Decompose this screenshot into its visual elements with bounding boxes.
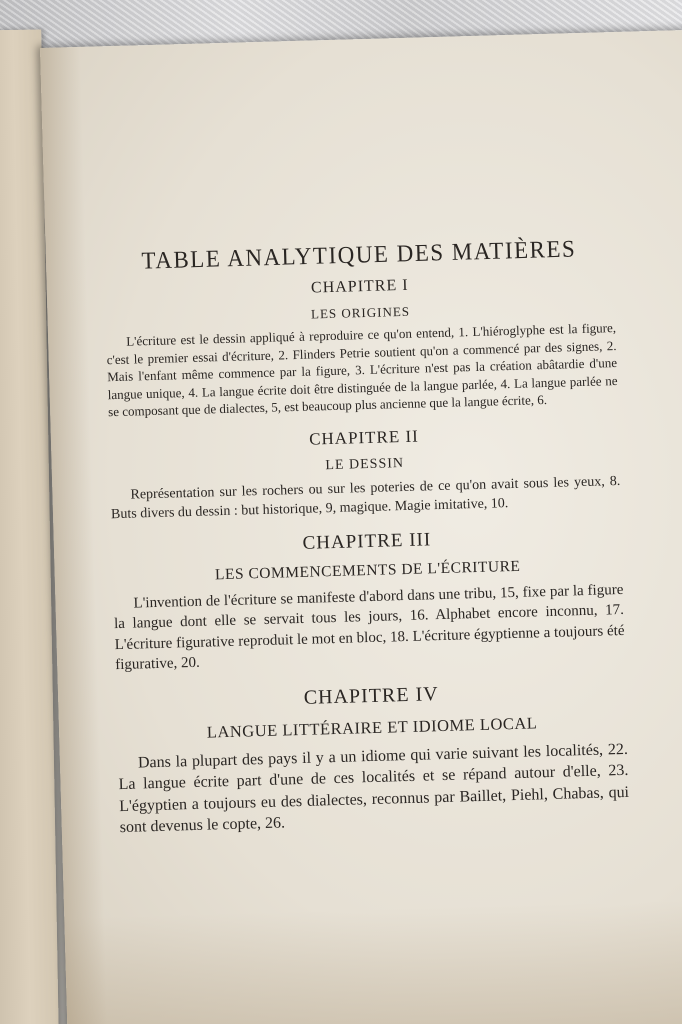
chapter-heading: CHAPITRE IV: [303, 682, 439, 709]
chapter-1: [105, 271, 619, 421]
chapter-3: [112, 523, 626, 675]
chapter-4: [116, 677, 630, 838]
chapter-2: [109, 420, 621, 523]
chapter-subheading: LE DESSIN: [325, 455, 405, 473]
page-text: [104, 235, 630, 839]
chapter-heading: CHAPITRE I: [310, 276, 409, 297]
chapter-summary: L'invention de l'écriture se manifeste d'abord dans une tribu, 15, fixe par la figure la langue dont elle se servait tous les jours, 16. Alphabet encore inconnu, 17. L'écriture figurative reproduit le mot en bloc, 18. L'écriture égyptienne a toujours été figurative, 20.: [113, 581, 625, 674]
chapter-summary: Représentation sur les rochers ou sur les poteries de ce qu'on avait sous les yeux, 8. Buts divers du dessin : but historique, 9, magique. Magie imitative, 10.: [110, 473, 621, 522]
chapter-summary: Dans la plupart des pays il y a un idiome qui varie suivant les localités, 22. La langue écrite part d'une de ces localités et se répand autour d'elle, 23. L'égyptien a toujours eu des dialectes, reconnus par Baillet, Piehl, Chabas, qui sont devenus le copte, 26.: [118, 740, 630, 837]
chapter-heading: CHAPITRE III: [302, 528, 432, 554]
page-title: TABLE ANALYTIQUE DES MATIÈRES: [141, 235, 577, 274]
chapter-summary: L'écriture est le dessin appliqué à reproduire ce qu'on entend, 1. L'hiéroglyphe est la figure, c'est le premier essai d'écriture, 2. Flinders Petrie soutient qu'on a commencé par des signes, 2. Mais l'enfant même commence par la figure, 3. L'écriture n'est pas la création abâtardie d'une langue unique, 4. La langue écrite doit être distinguée de la langue parlée, 4. La langue parlée ne se composant que de dialectes, 5, est beaucoup plus ancienne que la langue écrite, 6.: [106, 320, 618, 420]
chapter-subheading: LES ORIGINES: [310, 303, 411, 322]
chapter-subheading: LANGUE LITTÉRAIRE ET IDIOME LOCAL: [206, 712, 538, 742]
chapter-heading: CHAPITRE II: [308, 426, 420, 449]
chapter-subheading: LES COMMENCEMENTS DE L'ÉCRITURE: [214, 557, 521, 583]
book-page: [40, 28, 682, 1024]
